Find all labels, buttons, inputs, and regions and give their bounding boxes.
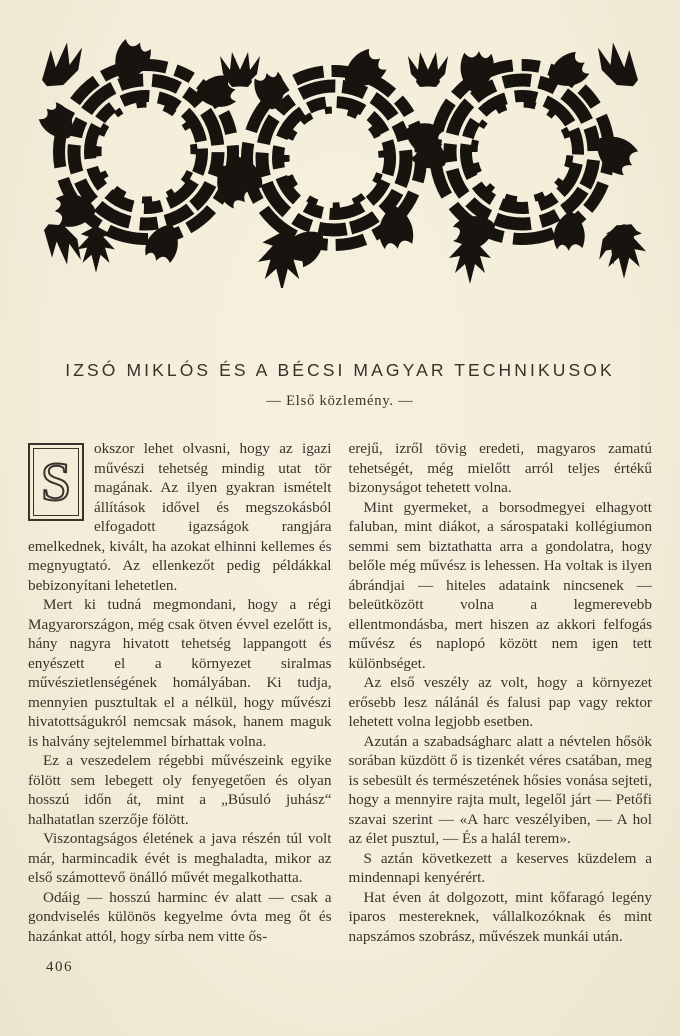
paragraph: S aztán következett a keserves küzdelem a mindennapi kenyérért.: [348, 849, 652, 886]
paragraph: Mert ki tudná megmondani, hogy a régi Magyarországon, még csak ötven évvel ezelőtt is, hány nagyra hivatott tehetség lappangott és enyészett el a környezet siralmas művészietlenségének homályában. Ki tudja, mennyien pusztultak el a nélkül, hogy művészi hivatottságukról nemcsak mások, hanem maguk is halvány sejtelemmel bírhattak volna.: [28, 596, 332, 750]
paragraph: Odáig — hosszú harminc év alatt — csak a gondviselés különös kegyelme óvta meg őt és hazánkat attól, hogy sírba nem vitte ős-: [28, 888, 332, 945]
foliate-wreath-band-icon: [34, 36, 646, 288]
paragraph-text: okszor lehet olvasni, hogy az igazi művészi tehetség mindig utat tör magának. Az ilyen gyakran ismételt állítások idővel és megszokásból elfogadott igazságok rangjára emelkednek, kivált, ha azokat elhinni kellemes és megnyugtató. Az ellenkezőt pedig példákkal bebizonyítani lehetetlen.: [28, 440, 332, 594]
drop-cap-inner-frame: [33, 448, 79, 516]
paragraph: Ez a veszedelem régebbi művészeink egyike fölött sem lebegett oly fenyegetően és olyan hosszú időn át, mint a „Búsuló juhász“ halhatatlan szerzője fölött.: [28, 752, 332, 828]
paragraph: Hat éven át dolgozott, mint kőfaragó legény iparos mestereknek, vállalkozóknak és mint napszámos szobrász, művészek munkái után.: [348, 888, 652, 945]
drop-cap-frame: [28, 443, 84, 521]
paragraph: erejű, izről tövig eredeti, magyaros zamatú tehetségét, még mielőtt arról teljes értékű bizonyságot tehetett volna.: [348, 440, 652, 496]
paragraph: Az első veszély az volt, hogy a környezet erősebb lesz nálánál és falusi pap vagy rektor lehetett volna legjobb esetben.: [348, 674, 652, 730]
paragraph: Azután a szabadságharc alatt a névtelen hősök sorában küzdött ő is tizenkét véres csatában, meg is sebesült és természetének hősies vonása sejteti, hogy a mennyire rajta mult, legelől járt — Petőfi szavai szerint — «A harc veszélyiben, — A hol az élet pusztul, — És a halál terem».: [348, 732, 652, 847]
drop-cap-letter: [35, 451, 77, 513]
paragraph: Viszontagságos életének a java részén túl volt már, harmincadik évét is meghaladta, mikor az első számottevő önálló művét megalkothatta.: [28, 830, 332, 886]
right-column: [349, 439, 653, 946]
article-subtitle: — Első közlemény. —: [266, 393, 414, 409]
header-ornament: [34, 36, 646, 288]
article-title: IZSÓ MIKLÓS ÉS A BÉCSI MAGYAR TECHNIKUSOK: [65, 360, 615, 380]
page-number: 406: [46, 959, 73, 975]
paragraph: [28, 439, 332, 595]
left-column: [28, 439, 332, 946]
svg-text:S: S: [40, 451, 72, 513]
article-body: [28, 439, 652, 946]
paragraph: Mint gyermeket, a borsodmegyei elhagyott faluban, mint diákot, a sárospataki kollégiumon semmi sem biztathatta arra a gondolatra, hogy belőle még művész is lehessen. Ha voltak is ilyen ábrándjai — hiteles adataink nincsenek — beleütközött volna a legmerevebb ellentmondásba, mert hiszen az akkori felfogás művész és naplopó között nem igen tett különbséget.: [348, 498, 652, 672]
